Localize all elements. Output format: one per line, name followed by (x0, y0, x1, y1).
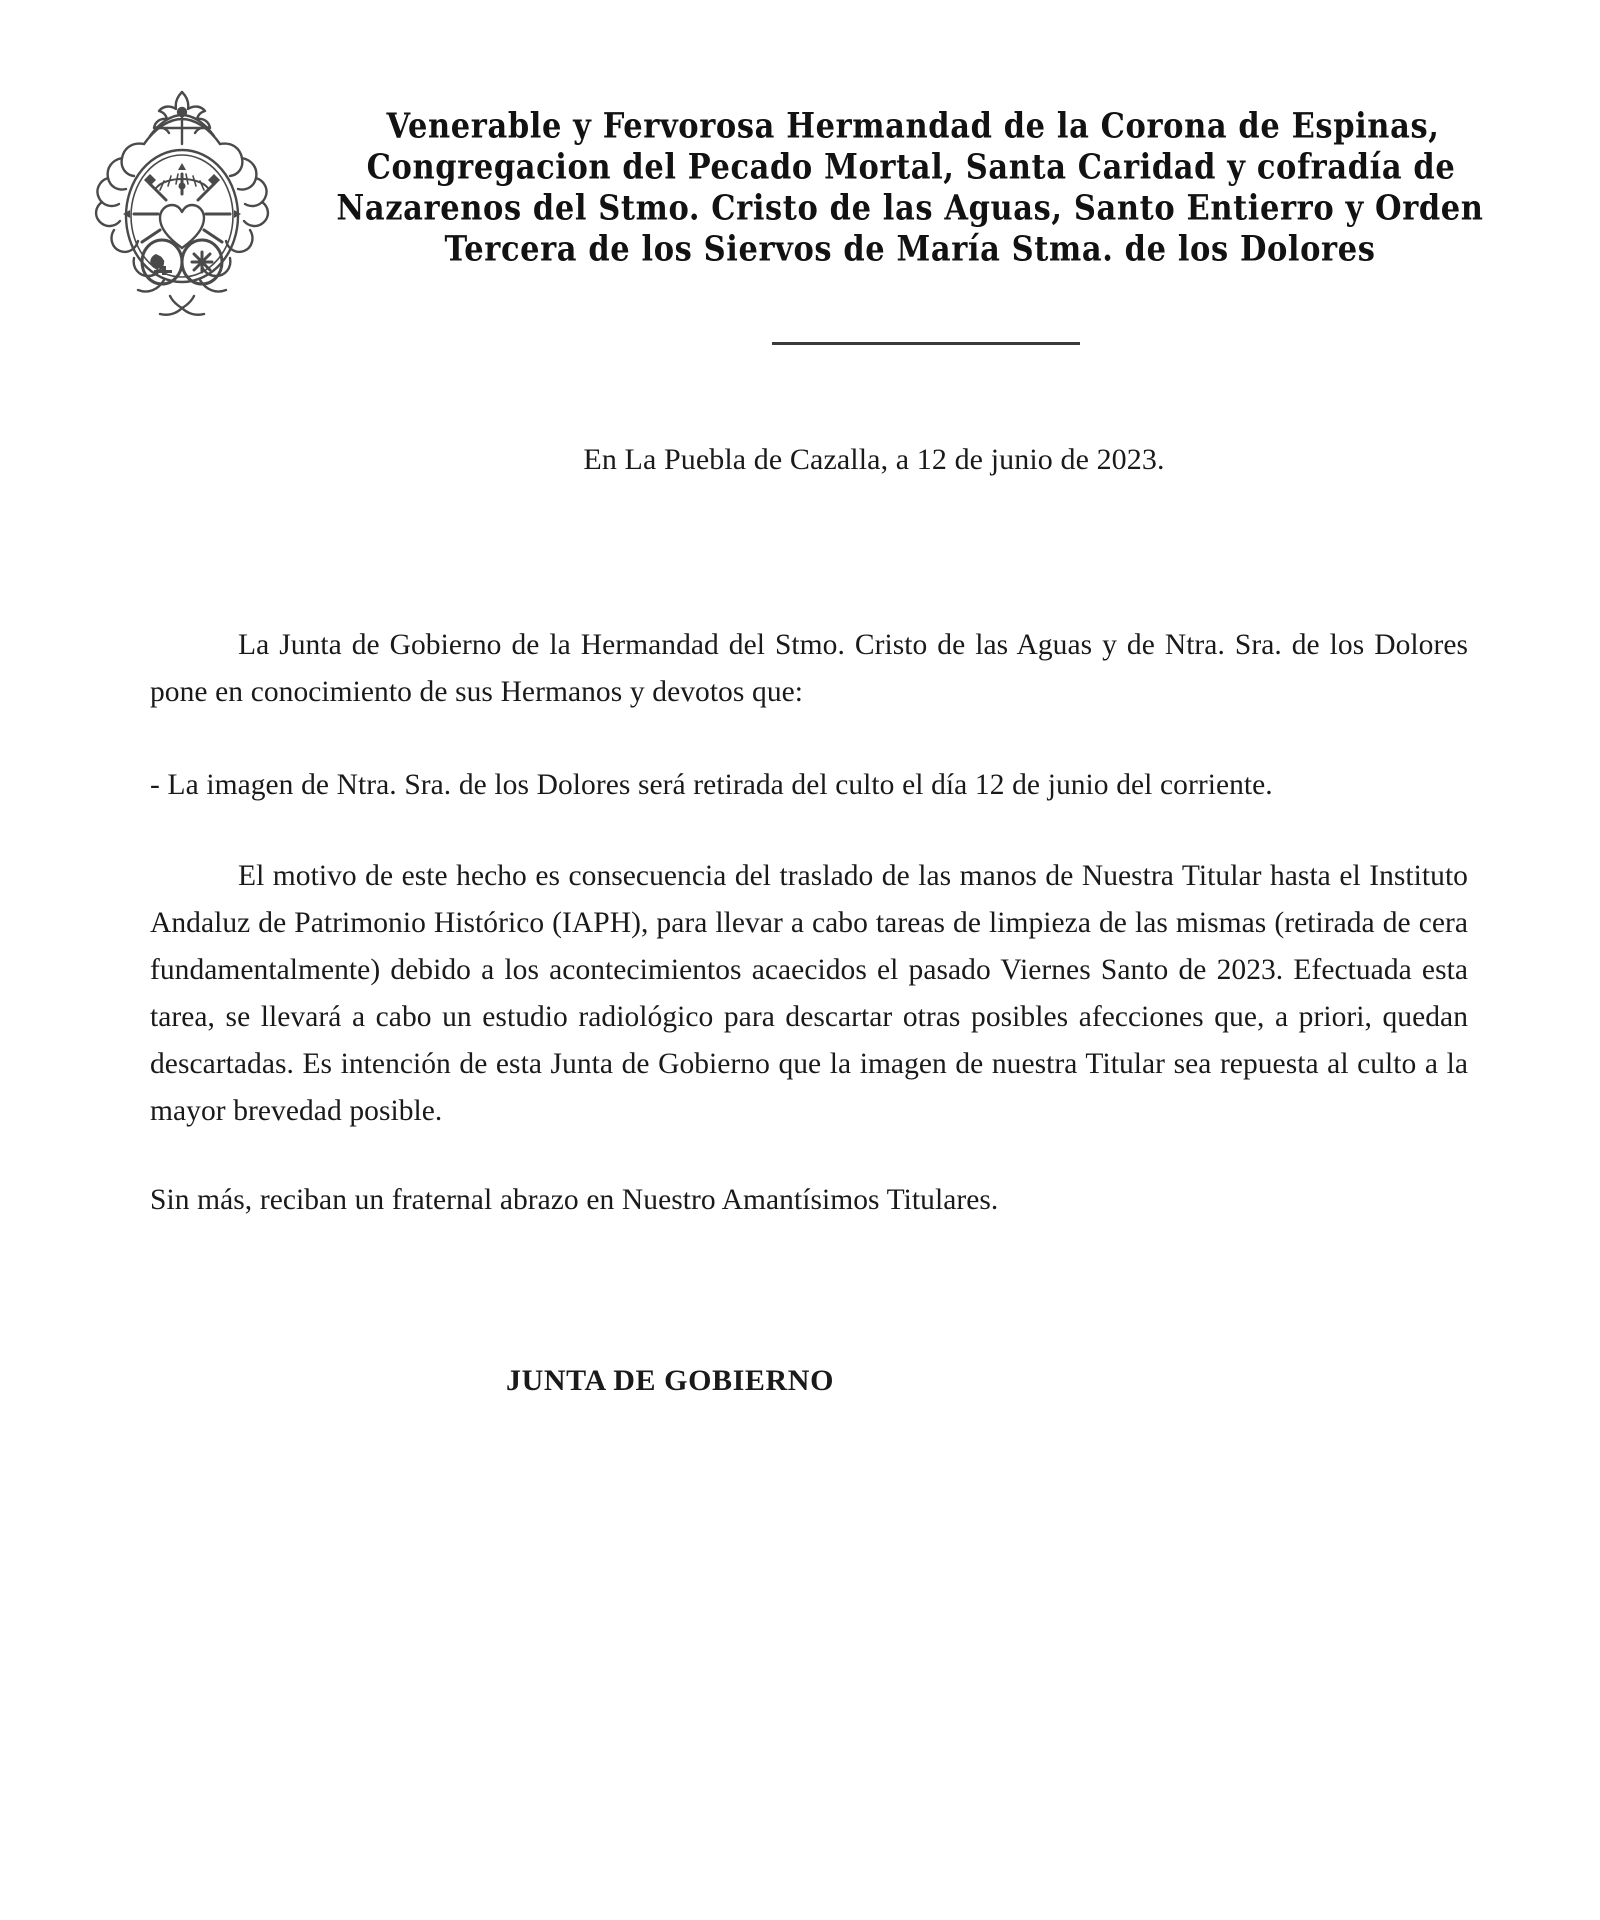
dateline: En La Puebla de Cazalla, a 12 de junio de 2023. (583, 443, 1165, 476)
body-paragraph-3: El motivo de este hecho es consecuencia del traslado de las manos de Nuestra Titular hasta el Instituto Andaluz de Patrimonio Histórico (IAPH), para llevar a cabo tareas de limpieza de las mismas (retirada de cera fundamentalmente) debido a los acontecimientos acaecidos el pasado Viernes Santo de 2023. Efectuada esta tarea, se llevará a cabo un estudio radiológico para descartar otras posibles afecciones que, a priori, quedan descartadas. Es intención de esta Junta de Gobierno que la imagen de nuestra Titular sea repuesta al culto a la mayor brevedad posible. (150, 860, 1468, 1127)
body-paragraph-1: La Junta de Gobierno de la Hermandad del Stmo. Cristo de las Aguas y de Ntra. Sra. de los Dolores pone en conocimiento de sus Hermanos y devotos que: (150, 629, 1468, 708)
hermandad-crest-icon (78, 82, 286, 332)
spacer (150, 480, 1468, 622)
letterhead-title-line-3: Nazarenos del Stmo. Cristo de las Aguas, Santo Entierro y Orden (336, 188, 1484, 229)
letterhead-divider (772, 342, 1080, 345)
signature-line: JUNTA DE GOBIERNO (505, 1364, 835, 1397)
letterhead-title-block (280, 104, 1540, 268)
letterhead-title-line-2: Congregacion del Pecado Mortal, Santa Caridad y cofradía de (366, 147, 1456, 188)
spacer (150, 1224, 1468, 1362)
letterhead (0, 64, 1600, 364)
body-paragraph-4: Sin más, reciban un fraternal abrazo en Nuestro Amantísimos Titulares. (150, 1184, 999, 1216)
spacer (150, 1135, 1468, 1177)
letterhead-title-line-1: Venerable y Fervorosa Hermandad de la Corona de Espinas, (386, 106, 1440, 147)
letterhead-title-line-4: Tercera de los Siervos de María Stma. de los Dolores (444, 229, 1376, 270)
spacer (150, 716, 1468, 762)
body-paragraph-2: - La imagen de Ntra. Sra. de los Dolores será retirada del culto el día 12 de junio del corriente. (150, 769, 1273, 801)
spacer (150, 809, 1468, 853)
document-body (150, 440, 1468, 1400)
